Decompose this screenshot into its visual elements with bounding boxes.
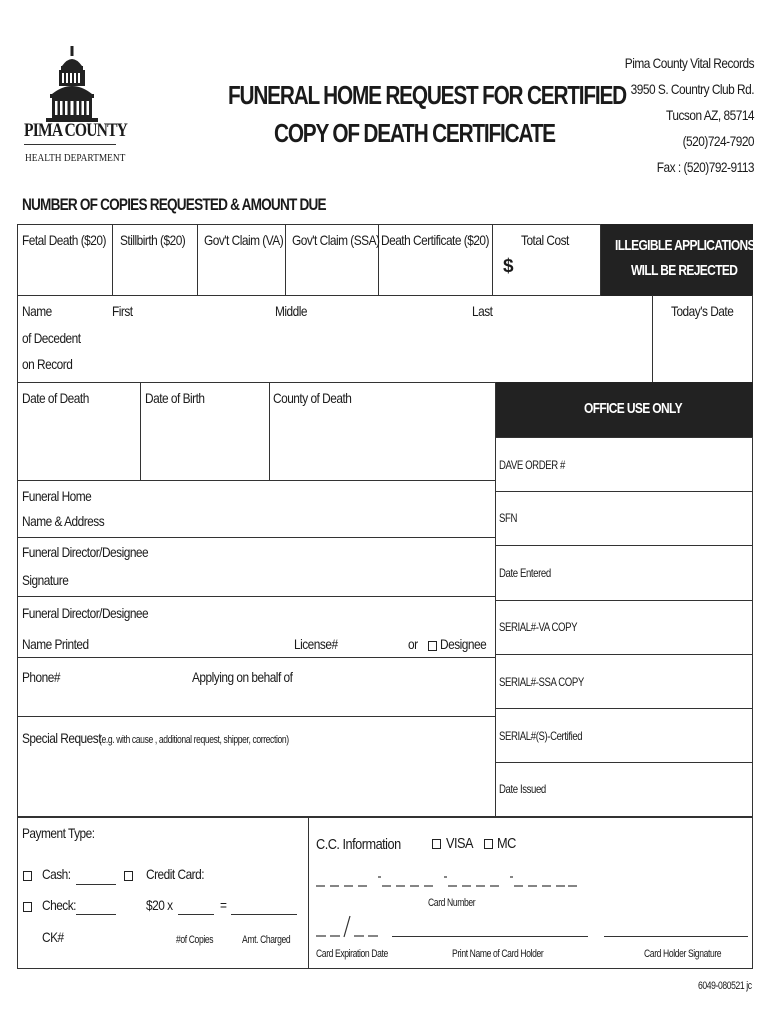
middle-name-field[interactable]: Middle [275,303,308,319]
date-issued-field[interactable]: Date Issued [499,782,546,796]
card-number-field[interactable] [316,872,578,888]
price-per-copy: $20 x [146,897,173,913]
address-line: 3950 S. Country Club Rd. [630,81,754,97]
govt-claim-ssa-copies-field[interactable]: Gov't Claim (SSA) [292,232,380,248]
check-number-field[interactable]: CK# [42,929,64,945]
card-holder-signature-caption: Card Holder Signature [644,948,722,960]
logo-rule [24,144,116,145]
mc-label: MC [497,835,516,852]
cash-checkbox[interactable] [23,867,32,885]
equals-sign: = [220,897,227,913]
checkbox-icon [484,839,493,849]
section-heading: NUMBER OF COPIES REQUESTED & AMOUNT DUE [22,195,326,214]
funeral-section [17,481,496,817]
todays-date-field[interactable]: Today's Date [671,303,734,319]
director-signature-label: Funeral Director/Designee [22,544,149,560]
address-line: Tucson AZ, 85714 [666,107,754,123]
warning-line2: WILL BE REJECTED [631,262,738,279]
pima-county-logo [22,44,128,168]
date-of-death-field[interactable]: Date of Death [22,390,89,406]
checkbox-icon [432,839,441,849]
serial-certified-field[interactable]: SERIAL#(S)-Certified [499,729,583,743]
designee-checkbox[interactable] [428,637,437,655]
dates-row [17,382,496,481]
illegible-warning-banner [601,224,753,296]
sfn-field[interactable]: SFN [499,511,517,525]
serial-va-copy-field[interactable]: SERIAL#-VA COPY [499,620,578,634]
amount-charged-caption: Amt. Charged [242,934,291,946]
total-cost-field[interactable]: $ [503,256,514,277]
visa-checkbox[interactable] [432,835,441,853]
card-holder-name-caption: Print Name of Card Holder [452,948,544,960]
logo-name: PIMA COUNTY [24,120,128,141]
card-number-caption: Card Number [428,897,476,909]
applying-on-behalf-field[interactable]: Applying on behalf of [192,669,293,685]
last-name-field[interactable]: Last [472,303,493,319]
phone-field[interactable]: Phone# [22,669,60,685]
mc-checkbox[interactable] [484,835,493,853]
checkbox-icon [23,871,32,881]
capitol-dome-icon [22,44,122,124]
card-holder-name-field[interactable] [392,936,588,937]
checkbox-icon [428,641,437,651]
or-label: or [408,636,418,652]
special-request-note: (e.g. with cause , additional request, shipper, correction) [99,734,289,746]
payment-type-label: Payment Type: [22,825,95,841]
office-use-heading [496,382,753,437]
check-amount-line[interactable] [76,914,116,915]
agency-address [602,50,754,180]
cc-information-label: C.C. Information [316,836,401,853]
checkbox-icon [124,871,133,881]
dave-order-field[interactable]: DAVE ORDER # [499,458,565,472]
cash-amount-line[interactable] [76,884,116,885]
name-label-line2: of Decedent [22,330,81,346]
number-of-copies-field[interactable] [178,914,214,915]
stillbirth-copies-field[interactable]: Stillbirth ($20) [120,232,186,248]
director-signature-field[interactable]: Signature [22,572,69,588]
form-code: 6049-080521 jc [698,980,752,992]
copies-caption: #of Copies [176,934,214,946]
first-name-field[interactable]: First [112,303,133,319]
visa-label: VISA [446,835,474,852]
designee-label: Designee [440,636,487,652]
check-checkbox[interactable] [23,898,32,916]
funeral-home-label-line1: Funeral Home [22,488,92,504]
form-title-line2: COPY OF DEATH CERTIFICATE [274,118,555,148]
director-name-printed-field[interactable]: Name Printed [22,636,89,652]
check-label: Check: [42,897,76,913]
expiration-caption: Card Expiration Date [316,948,388,960]
govt-claim-va-copies-field[interactable]: Gov't Claim (VA) [204,232,284,248]
fax-number: Fax : (520)792-9113 [656,159,754,175]
phone-number: (520)724-7920 [682,133,754,149]
card-expiration-field[interactable] [316,914,382,940]
license-number-field[interactable]: License# [294,636,338,652]
checkbox-icon [23,902,32,912]
total-cost-label: Total Cost [521,232,569,248]
name-label-line3: on Record [22,356,73,372]
date-of-birth-field[interactable]: Date of Birth [145,390,205,406]
office-use-label: OFFICE USE ONLY [584,400,682,417]
county-of-death-field[interactable]: County of Death [273,390,352,406]
cash-label: Cash: [42,866,71,882]
death-certificate-copies-field[interactable]: Death Certificate ($20) [381,232,489,248]
director-printed-label: Funeral Director/Designee [22,605,149,621]
serial-ssa-copy-field[interactable]: SERIAL#-SSA COPY [499,675,584,689]
card-holder-signature-field[interactable] [604,936,748,937]
address-line: Pima County Vital Records [624,55,754,71]
funeral-home-name-address-field[interactable]: Name & Address [22,513,105,529]
warning-line1: ILLEGIBLE APPLICATIONS [615,237,755,254]
fetal-death-copies-field[interactable]: Fetal Death ($20) [22,232,106,248]
name-label-line1: Name [22,303,52,319]
amount-charged-field[interactable] [231,914,297,915]
date-entered-field[interactable]: Date Entered [499,566,551,580]
credit-card-checkbox[interactable] [124,867,133,885]
credit-card-label: Credit Card: [146,866,205,882]
logo-subtitle: HEALTH DEPARTMENT [25,152,126,164]
form-title-line1: FUNERAL HOME REQUEST FOR CERTIFIED [228,80,626,110]
special-request-field[interactable]: Special Request [22,730,102,746]
